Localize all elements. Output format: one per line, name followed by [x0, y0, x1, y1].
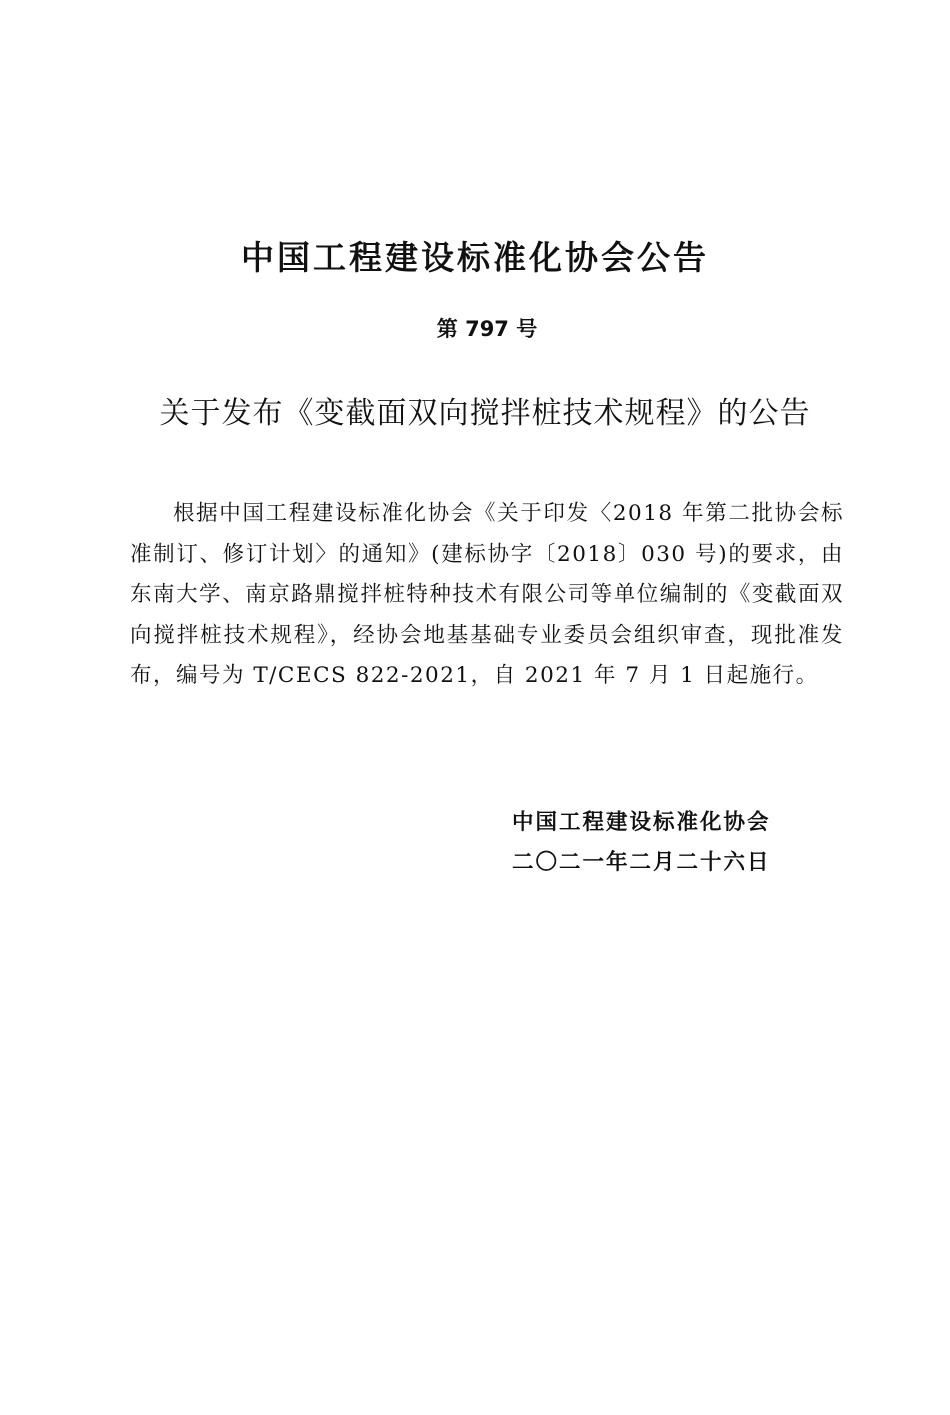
announcement-title: 关于发布《变截面双向搅拌桩技术规程》的公告: [159, 396, 811, 431]
issue-date: 二〇二一年二月二十六日: [512, 850, 771, 875]
signature-block: [512, 803, 812, 883]
issuing-organization: 中国工程建设标准化协会: [512, 810, 771, 835]
announcement-body: 根据中国工程建设标准化协会《关于印发〈2018 年第二批协会标准制订、修订计划〉的通知》(建标协字〔2018〕030 号)的要求，由东南大学、南京路鼎搅拌桩特种技术有限公司等单位编制的《变截面双向搅拌桩技术规程》，经协会地基基础专业委员会组织审查，现批准发布，编号为 T/CECS 822-2021，自 2021 年 7 月 1 日起施行。: [130, 501, 844, 688]
document-heading: 中国工程建设标准化协会公告: [241, 238, 709, 277]
announcement-number: 第 797 号: [436, 317, 538, 341]
